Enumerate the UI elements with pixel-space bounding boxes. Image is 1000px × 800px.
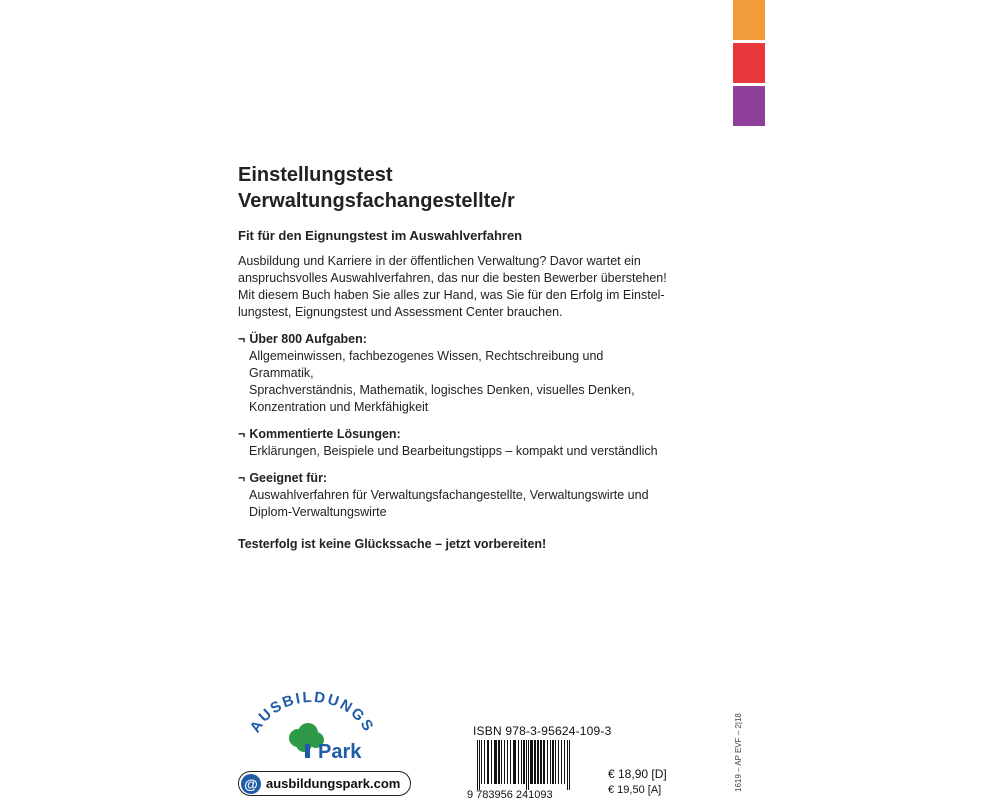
book-title bbox=[238, 162, 668, 214]
feature-heading: ¬ Geeignet für: bbox=[238, 471, 328, 485]
website-text: ausbildungspark.com bbox=[266, 776, 401, 791]
intro-line: anspruchsvolles Auswahlverfahren, das nur die besten Bewerber überstehen! bbox=[238, 271, 667, 285]
color-tab-red bbox=[733, 43, 765, 83]
barcode-bar bbox=[567, 740, 568, 790]
barcode-bars bbox=[477, 740, 570, 790]
tagline: Testerfolg ist keine Glückssache – jetzt vorbereiten! bbox=[238, 537, 547, 551]
intro-line: Mit diesem Buch haben Sie alles zur Hand, was Sie für den Erfolg im Einstel- bbox=[238, 288, 665, 302]
logo-word: Park bbox=[318, 741, 362, 763]
feature-body bbox=[249, 443, 668, 460]
logo-graphic bbox=[232, 690, 392, 770]
barcode-bar bbox=[481, 740, 482, 784]
barcode-bar bbox=[543, 740, 545, 784]
bullet-icon: ¬ bbox=[238, 471, 246, 485]
bullet-icon: ¬ bbox=[238, 427, 246, 441]
barcode-bar bbox=[501, 740, 502, 784]
barcode-bar bbox=[513, 740, 516, 784]
price-germany: € 18,90 [D] bbox=[608, 767, 667, 781]
barcode-bar bbox=[555, 740, 556, 784]
color-tab-purple bbox=[733, 86, 765, 126]
barcode-bar bbox=[561, 740, 562, 784]
isbn-number: ISBN 978-3-95624-109-3 bbox=[473, 724, 612, 738]
barcode-bar bbox=[479, 740, 480, 790]
logo-arc-text: AUSBILDUNGS bbox=[246, 690, 378, 736]
barcode-bar bbox=[540, 740, 542, 784]
barcode-bar bbox=[518, 740, 519, 784]
barcode-bar bbox=[530, 740, 533, 784]
feature-line: Konzentration und Merkfähigkeit bbox=[249, 400, 429, 414]
feature-suitable-for bbox=[238, 470, 668, 521]
barcode-bar bbox=[534, 740, 536, 784]
feature-body bbox=[249, 487, 668, 521]
barcode-area bbox=[465, 722, 680, 800]
feature-line: Allgemeinwissen, fachbezogenes Wissen, Rechtschreibung und Grammatik, bbox=[249, 349, 604, 380]
website-badge bbox=[238, 771, 411, 796]
barcode-bar bbox=[526, 740, 527, 790]
book-subtitle: Fit für den Eignungstest im Auswahlverfahren bbox=[238, 228, 523, 243]
at-icon: @ bbox=[241, 774, 261, 794]
side-print-code: 1619 – AP EVF – 2|18 bbox=[734, 713, 743, 792]
barcode-bar bbox=[523, 740, 525, 784]
title-line-1: Einstellungstest bbox=[238, 164, 393, 186]
barcode-bar bbox=[510, 740, 511, 784]
feature-line: Erklärungen, Beispiele und Bearbeitungstipps – kompakt und verständlich bbox=[249, 444, 658, 458]
barcode bbox=[465, 740, 605, 800]
feature-heading: ¬ Über 800 Aufgaben: bbox=[238, 332, 367, 346]
color-tab-orange bbox=[733, 0, 765, 40]
barcode-bar bbox=[484, 740, 485, 784]
feature-line: Sprachverständnis, Mathematik, logisches Denken, visuelles Denken, bbox=[249, 383, 635, 397]
barcode-bar bbox=[507, 740, 508, 784]
intro-line: lungstest, Eignungstest und Assessment Center brauchen. bbox=[238, 305, 563, 319]
barcode-bar bbox=[494, 740, 497, 784]
color-tabs bbox=[733, 0, 765, 129]
intro-paragraph bbox=[238, 253, 668, 321]
barcode-bar bbox=[537, 740, 539, 784]
bullet-icon: ¬ bbox=[238, 332, 246, 346]
price-austria: € 19,50 [A] bbox=[608, 784, 662, 796]
barcode-bar bbox=[521, 740, 522, 784]
barcode-bar bbox=[504, 740, 505, 784]
barcode-bar bbox=[491, 740, 492, 784]
back-cover-text bbox=[238, 162, 668, 551]
title-line-2: Verwaltungsfachangestellte/r bbox=[238, 190, 515, 212]
feature-body bbox=[249, 348, 668, 416]
feature-heading: ¬ Kommentierte Lösungen: bbox=[238, 427, 401, 441]
barcode-digits: 9 783956 241093 bbox=[467, 789, 553, 800]
barcode-bar bbox=[558, 740, 559, 784]
feature-line: Auswahlverfahren für Verwaltungsfachangestellte, Verwaltungswirte und bbox=[249, 488, 649, 502]
ausbildungspark-logo bbox=[232, 690, 392, 770]
barcode-bar bbox=[547, 740, 548, 784]
barcode-bar bbox=[487, 740, 489, 784]
barcode-bar bbox=[550, 740, 551, 784]
barcode-bar bbox=[564, 740, 565, 784]
feature-solutions bbox=[238, 426, 668, 460]
feature-tasks bbox=[238, 331, 668, 416]
barcode-bar bbox=[477, 740, 478, 790]
feature-line: Diplom-Verwaltungswirte bbox=[249, 505, 387, 519]
barcode-bar bbox=[569, 740, 570, 790]
barcode-bar bbox=[498, 740, 500, 784]
barcode-bar bbox=[552, 740, 554, 784]
intro-line: Ausbildung und Karriere in der öffentlichen Verwaltung? Davor wartet ein bbox=[238, 254, 641, 268]
barcode-bar bbox=[528, 740, 529, 790]
